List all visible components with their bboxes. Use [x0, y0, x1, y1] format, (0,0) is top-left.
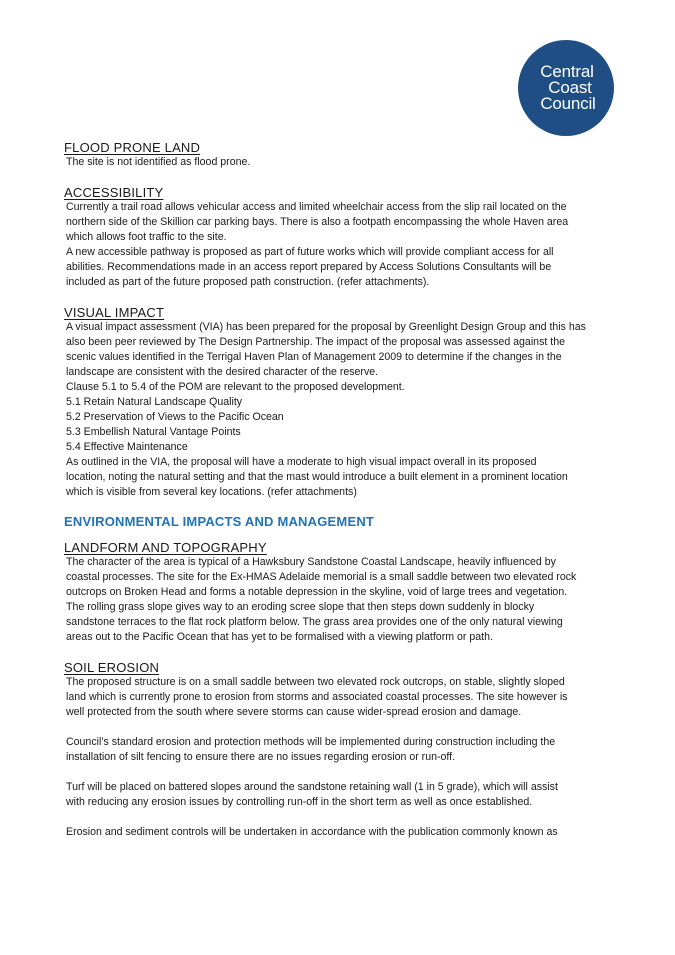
accessibility-heading: ACCESSIBILITY [64, 185, 164, 200]
soil-erosion-line: installation of silt fencing to ensure there are no issues regarding erosion or run-off. [66, 751, 456, 763]
landform-section [64, 540, 619, 645]
environmental-section [64, 514, 619, 530]
accessibility-line: A new accessible pathway is proposed as part of future works which will provide compliant access for all [66, 246, 554, 258]
accessibility-section [64, 185, 619, 290]
soil-erosion-line: The proposed structure is on a small saddle between two elevated rock outcrops, on stable, slightly sloped [66, 676, 565, 688]
soil-erosion-line: Council’s standard erosion and protection methods will be implemented during construction including the [66, 736, 556, 748]
soil-erosion-section [64, 660, 619, 840]
visual-impact-line: also been peer reviewed by The Design Partnership. The impact of the proposal was assessed against the [66, 336, 565, 348]
accessibility-line: northern side of the Skillion car parking bays. There is also a footpath encompassing the whole Haven area [66, 216, 569, 228]
landform-line: areas out to the Pacific Ocean that has yet to be formalised with a viewing platform or path. [66, 631, 493, 643]
soil-erosion-line: Turf will be placed on battered slopes around the sandstone retaining wall (1 in 5 grade), which will assist [66, 781, 558, 793]
soil-erosion-line: Erosion and sediment controls will be undertaken in accordance with the publication commonly known as [66, 826, 558, 838]
visual-impact-line: 5.4 Effective Maintenance [66, 441, 188, 453]
flood-prone-land-section [64, 140, 619, 170]
soil-erosion-line: well protected from the south where severe storms can cause wider-spread erosion and damage. [66, 706, 522, 718]
visual-impact-line: A visual impact assessment (VIA) has been prepared for the proposal by Greenlight Design Group and this has [66, 321, 586, 333]
visual-impact-section [64, 305, 619, 500]
visual-impact-line: Clause 5.1 to 5.4 of the POM are relevant to the proposed development. [66, 381, 405, 393]
visual-impact-line: scenic values identified in the Terrigal Haven Plan of Management 2009 to determine if the changes in the [66, 351, 562, 363]
logo-line-1: Central [540, 62, 594, 81]
accessibility-line: included as part of the future proposed path construction. (refer attachments). [66, 276, 430, 288]
logo-line-3: Council [540, 94, 596, 113]
council-logo [518, 40, 614, 136]
landform-line: coastal processes. The site for the Ex-HMAS Adelaide memorial is a small saddle between two elevated rock [66, 571, 577, 583]
paragraph-gap [64, 765, 619, 780]
landform-line: outcrops on Broken Head and forms a notable depression in the skyline, void of large trees and vegetation. [66, 586, 568, 598]
landform-line: sandstone terraces to the flat rock platform below. The grass area provides one of the only natural viewing [66, 616, 563, 628]
flood-line: The site is not identified as flood prone. [66, 156, 251, 168]
document-body [64, 140, 619, 840]
accessibility-line: Currently a trail road allows vehicular access and limited wheelchair access from the slip rail located on the [66, 201, 567, 213]
soil-erosion-heading: SOIL EROSION [64, 660, 160, 675]
logo-line-2: Coast [548, 78, 592, 97]
soil-erosion-line: with reducing any erosion issues by controlling run-off in the short term as well as once established. [66, 796, 533, 808]
paragraph-gap [64, 720, 619, 735]
flood-heading: FLOOD PRONE LAND [64, 140, 201, 155]
visual-impact-line: 5.1 Retain Natural Landscape Quality [66, 396, 243, 408]
visual-impact-line: location, noting the natural setting and that the mast would introduce a built element in a prominent location [66, 471, 568, 483]
paragraph-gap [64, 810, 619, 825]
visual-impact-line: As outlined in the VIA, the proposal will have a moderate to high visual impact overall in its proposed [66, 456, 537, 468]
visual-impact-line: 5.2 Preservation of Views to the Pacific Ocean [66, 411, 284, 423]
environmental-heading: ENVIRONMENTAL IMPACTS AND MANAGEMENT [64, 514, 375, 529]
landform-line: The character of the area is typical of a Hawksbury Sandstone Coastal Landscape, heavily influenced by [66, 556, 556, 568]
visual-impact-heading: VISUAL IMPACT [64, 305, 165, 320]
visual-impact-line: landscape are consistent with the desired character of the reserve. [66, 366, 379, 378]
visual-impact-line: 5.3 Embellish Natural Vantage Points [66, 426, 241, 438]
soil-erosion-line: land which is currently prone to erosion from storms and associated coastal processes. The site however is [66, 691, 568, 703]
accessibility-line: abilities. Recommendations made in an access report prepared by Access Solutions Consultants will be [66, 261, 552, 273]
accessibility-line: which allows foot traffic to the site. [66, 231, 227, 243]
landform-line: The rolling grass slope gives way to an eroding scree slope that then steps down suddenly in blocky [66, 601, 535, 613]
visual-impact-line: which is visible from several key locations. (refer attachments) [66, 486, 357, 498]
landform-heading: LANDFORM AND TOPOGRAPHY [64, 540, 267, 555]
